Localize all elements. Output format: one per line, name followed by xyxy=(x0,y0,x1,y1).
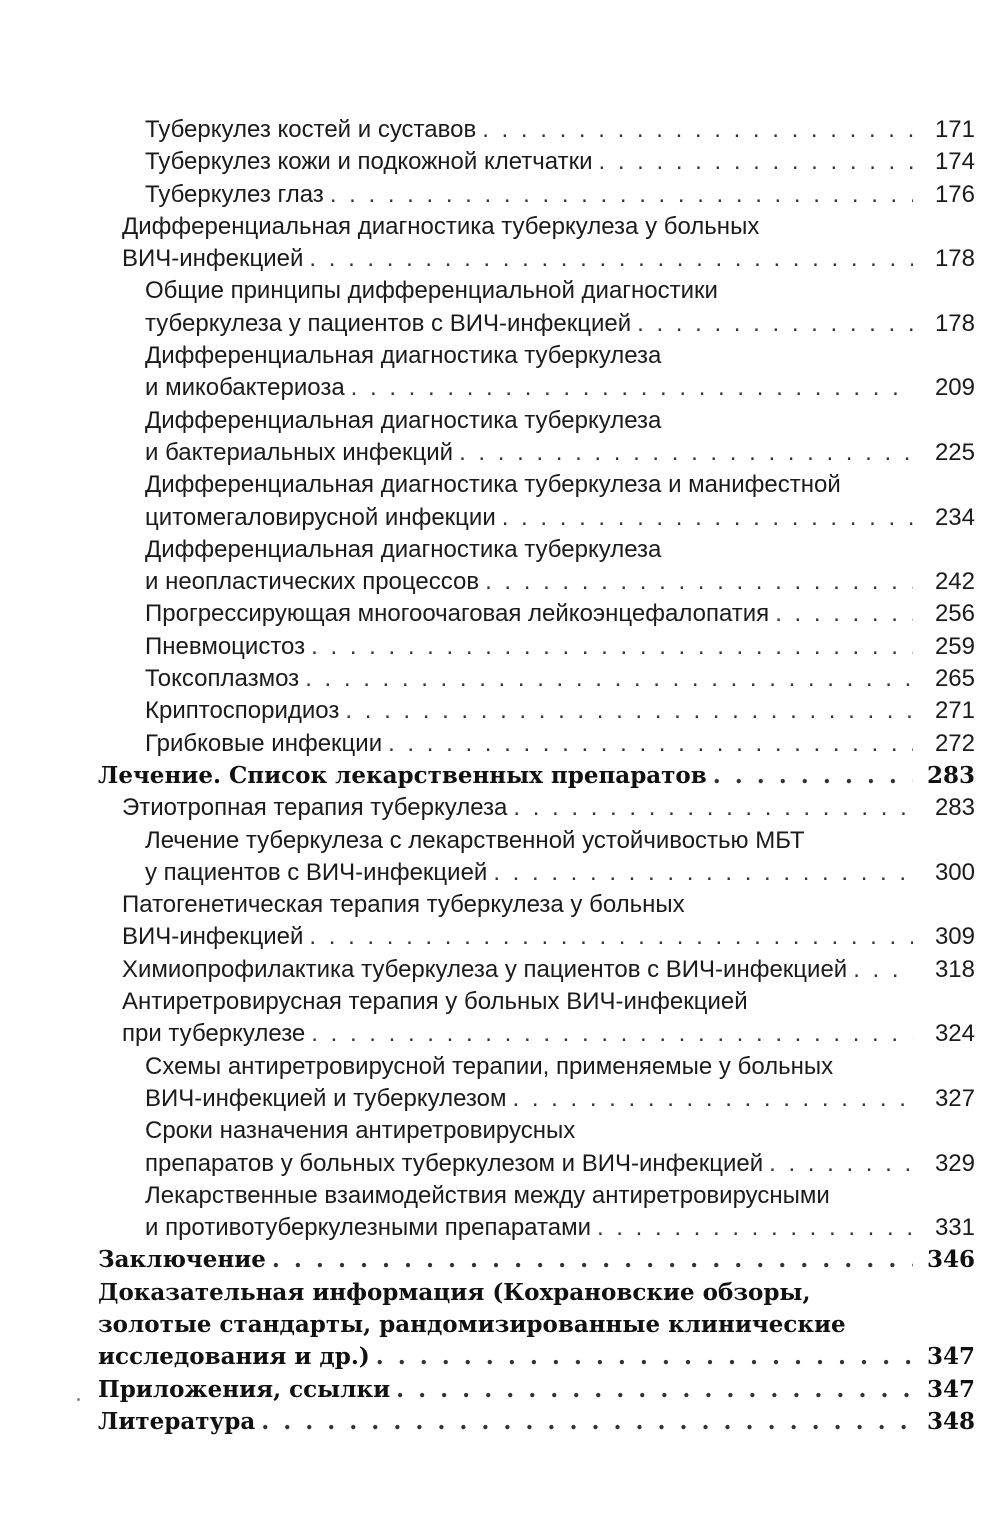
toc-line xyxy=(0,921,1000,953)
toc-line xyxy=(0,1341,1000,1373)
toc-entry[interactable] xyxy=(0,954,1000,986)
toc-chapter[interactable] xyxy=(0,1374,1000,1406)
toc-entry[interactable] xyxy=(0,114,1000,146)
toc-line xyxy=(0,437,1000,469)
toc-entry-title: туберкулеза у пациентов с ВИЧ-инфекцией xyxy=(145,309,632,337)
toc-line xyxy=(0,760,1000,792)
toc-chapter[interactable] xyxy=(0,1244,1000,1276)
toc-line xyxy=(0,1115,1000,1147)
toc-line xyxy=(0,857,1000,889)
toc-page-number: 259 xyxy=(934,632,975,660)
toc-entry[interactable] xyxy=(0,1180,1000,1245)
toc-line xyxy=(0,1018,1000,1050)
toc-page-number: 234 xyxy=(934,503,975,531)
toc-page-number: 309 xyxy=(934,923,975,951)
dot-leader xyxy=(396,1374,913,1406)
dot-leader xyxy=(459,437,913,469)
toc-line xyxy=(0,1180,1000,1212)
toc-entry-title: Дифференциальная диагностика туберкулеза у больных xyxy=(122,212,760,240)
table-of-contents xyxy=(0,114,1000,1438)
dot-leader xyxy=(513,1083,914,1115)
toc-line xyxy=(0,1277,1000,1309)
toc-page-number: 176 xyxy=(934,180,975,208)
toc-page-number: 225 xyxy=(934,438,975,466)
toc-entry-title: ВИЧ-инфекцией и туберкулезом xyxy=(145,1084,507,1112)
toc-line xyxy=(0,469,1000,501)
toc-entry[interactable] xyxy=(0,663,1000,695)
toc-line xyxy=(0,663,1000,695)
toc-entry-title: Дифференциальная диагностика туберкулеза xyxy=(145,342,662,370)
toc-line xyxy=(0,372,1000,404)
toc-line xyxy=(0,889,1000,921)
dot-leader xyxy=(598,146,913,178)
dot-leader xyxy=(513,792,913,824)
toc-entry-title: Прогрессирующая многоочаговая лейкоэнцефалопатия xyxy=(145,600,770,628)
dot-leader xyxy=(261,1406,913,1438)
dot-leader xyxy=(502,502,913,534)
toc-page-number: 271 xyxy=(934,697,975,725)
toc-entry-title: Дифференциальная диагностика туберкулеза и манифестной xyxy=(145,471,841,499)
dot-leader xyxy=(597,1212,913,1244)
toc-entry-title: цитомегаловирусной инфекции xyxy=(145,503,496,531)
toc-entry-title: и противотуберкулезными препаратами xyxy=(145,1214,591,1242)
toc-line xyxy=(0,502,1000,534)
toc-entry-title: Токсоплазмоз xyxy=(145,665,300,693)
toc-page-number: 318 xyxy=(934,955,975,983)
toc-entry-title: Грибковые инфекции xyxy=(145,729,383,757)
toc-entry-title: Лекарственные взаимодействия между антиретровирусными xyxy=(145,1181,830,1209)
dot-leader xyxy=(309,921,913,953)
dot-leader xyxy=(311,1018,913,1050)
toc-entry[interactable] xyxy=(0,825,1000,890)
toc-entry-title: Туберкулез глаз xyxy=(145,180,324,208)
toc-entry-title: Литература xyxy=(98,1407,256,1435)
toc-page-number: 174 xyxy=(934,148,975,176)
toc-page-number: 171 xyxy=(934,116,975,143)
dot-leader xyxy=(345,695,913,727)
toc-line xyxy=(0,308,1000,340)
toc-page-number: 346 xyxy=(926,1246,975,1274)
toc-entry-title: Дифференциальная диагностика туберкулеза xyxy=(145,535,662,563)
dot-leader xyxy=(637,308,913,340)
dot-leader xyxy=(309,243,913,275)
toc-entry-title: Лечение туберкулеза с лекарственной устойчивостью МБТ xyxy=(145,826,805,854)
toc-entry-title: препаратов у больных туберкулезом и ВИЧ-инфекцией xyxy=(145,1149,764,1177)
toc-entry[interactable] xyxy=(0,275,1000,340)
toc-entry-title: у пациентов с ВИЧ-инфекцией xyxy=(145,858,488,886)
toc-entry[interactable] xyxy=(0,695,1000,727)
toc-page-number: 347 xyxy=(926,1343,975,1371)
toc-entry-title: Заключение xyxy=(98,1246,266,1274)
dot-leader xyxy=(775,598,913,630)
toc-entry-title: Доказательная информация (Кохрановские обзоры, xyxy=(98,1278,811,1306)
toc-page-number: 242 xyxy=(934,568,975,596)
toc-line xyxy=(0,728,1000,760)
dot-leader xyxy=(330,179,913,211)
toc-page-number: 178 xyxy=(934,245,975,273)
toc-line xyxy=(0,1083,1000,1115)
toc-entry[interactable] xyxy=(0,728,1000,760)
toc-line xyxy=(0,598,1000,630)
toc-line xyxy=(0,340,1000,372)
toc-entry-title: и неопластических процессов xyxy=(145,568,480,596)
toc-entry-title: ВИЧ-инфекцией xyxy=(122,245,304,273)
toc-line xyxy=(0,1244,1000,1276)
toc-line xyxy=(0,1374,1000,1406)
toc-line xyxy=(0,792,1000,824)
toc-entry[interactable] xyxy=(0,179,1000,211)
toc-line xyxy=(0,179,1000,211)
toc-line xyxy=(0,534,1000,566)
toc-entry-title: Химиопрофилактика туберкулеза у пациентов с ВИЧ-инфекцией xyxy=(122,955,848,983)
toc-chapter[interactable] xyxy=(0,1277,1000,1374)
toc-entry-title: Пневмоцистоз xyxy=(145,632,306,660)
toc-entry-title: Криптоспоридиоз xyxy=(145,697,340,725)
toc-line xyxy=(0,631,1000,663)
dot-leader xyxy=(769,1148,913,1180)
toc-page-number: 327 xyxy=(934,1084,975,1112)
dot-leader xyxy=(493,857,913,889)
dot-leader xyxy=(485,566,913,598)
dot-leader xyxy=(713,760,913,792)
toc-page-number: 348 xyxy=(926,1407,975,1435)
toc-line xyxy=(0,825,1000,857)
toc-entry-title: Патогенетическая терапия туберкулеза у больных xyxy=(122,891,685,919)
toc-entry-title: ВИЧ-инфекцией xyxy=(122,923,304,951)
toc-line xyxy=(0,1212,1000,1244)
toc-page-number: 283 xyxy=(926,761,975,789)
dot-leader xyxy=(311,631,913,663)
toc-page-number: 265 xyxy=(934,665,975,693)
toc-entry[interactable] xyxy=(0,598,1000,630)
toc-chapter[interactable] xyxy=(0,1406,1000,1438)
toc-line xyxy=(0,695,1000,727)
toc-entry-title: Этиотропная терапия туберкулеза xyxy=(122,794,508,822)
toc-line xyxy=(0,243,1000,275)
toc-entry[interactable] xyxy=(0,534,1000,599)
toc-entry[interactable] xyxy=(0,792,1000,824)
toc-line xyxy=(0,1051,1000,1083)
toc-entry-title: Туберкулез костей и суставов xyxy=(145,116,477,143)
toc-entry-title: и бактериальных инфекций xyxy=(145,438,454,466)
toc-line xyxy=(0,1148,1000,1180)
toc-page-number: 331 xyxy=(934,1214,975,1242)
toc-page-number: 256 xyxy=(934,600,975,628)
dot-leader xyxy=(388,728,913,760)
toc-page-number: 283 xyxy=(934,794,975,822)
toc-line xyxy=(0,405,1000,437)
toc-entry-title: золотые стандарты, рандомизированные клинические xyxy=(98,1310,846,1338)
toc-page-number: 300 xyxy=(934,858,975,886)
toc-entry-title: Приложения, ссылки xyxy=(98,1375,391,1403)
toc-entry-title: Схемы антиретровирусной терапии, применяемые у больных xyxy=(145,1052,834,1080)
dot-leader xyxy=(305,663,913,695)
dot-leader xyxy=(351,372,913,404)
toc-page-number: 329 xyxy=(934,1149,975,1177)
toc-line xyxy=(0,275,1000,307)
toc-entry[interactable] xyxy=(0,469,1000,534)
toc-entry[interactable] xyxy=(0,631,1000,663)
toc-page-number: 324 xyxy=(934,1020,975,1048)
toc-line xyxy=(0,1309,1000,1341)
toc-line xyxy=(0,954,1000,986)
dot-leader xyxy=(853,954,913,986)
toc-line xyxy=(0,566,1000,598)
toc-entry-title: исследования и др.) xyxy=(98,1343,370,1371)
toc-entry[interactable] xyxy=(0,211,1000,276)
toc-entry[interactable] xyxy=(0,405,1000,470)
dot-leader xyxy=(482,114,913,146)
toc-entry[interactable] xyxy=(0,146,1000,178)
toc-page-number: 178 xyxy=(934,309,975,337)
toc-entry-title: Лечение. Список лекарственных препаратов xyxy=(98,761,707,789)
toc-entry-title: Дифференциальная диагностика туберкулеза xyxy=(145,406,662,434)
toc-entry-title: Антиретровирусная терапия у больных ВИЧ-инфекцией xyxy=(122,988,748,1016)
toc-line xyxy=(0,986,1000,1018)
toc-entry[interactable] xyxy=(0,889,1000,954)
toc-entry[interactable] xyxy=(0,1115,1000,1180)
scan-speck xyxy=(77,1398,80,1401)
toc-line xyxy=(0,1406,1000,1438)
toc-line xyxy=(0,114,1000,146)
toc-page-number: 347 xyxy=(926,1375,975,1403)
toc-entry-title: Сроки назначения антиретровирусных xyxy=(145,1117,576,1145)
toc-entry[interactable] xyxy=(0,1051,1000,1116)
toc-entry[interactable] xyxy=(0,340,1000,405)
toc-line xyxy=(0,146,1000,178)
toc-chapter[interactable] xyxy=(0,760,1000,792)
toc-entry[interactable] xyxy=(0,986,1000,1051)
toc-page-number: 209 xyxy=(934,374,975,402)
toc-entry-title: Туберкулез кожи и подкожной клетчатки xyxy=(145,148,593,176)
toc-line xyxy=(0,211,1000,243)
dot-leader xyxy=(376,1341,913,1373)
dot-leader xyxy=(272,1244,913,1276)
toc-page-number: 272 xyxy=(934,729,975,757)
toc-entry-title: при туберкулезе xyxy=(122,1020,306,1048)
toc-entry-title: Общие принципы дифференциальной диагностики xyxy=(145,277,718,305)
toc-entry-title: и микобактериоза xyxy=(145,374,345,402)
